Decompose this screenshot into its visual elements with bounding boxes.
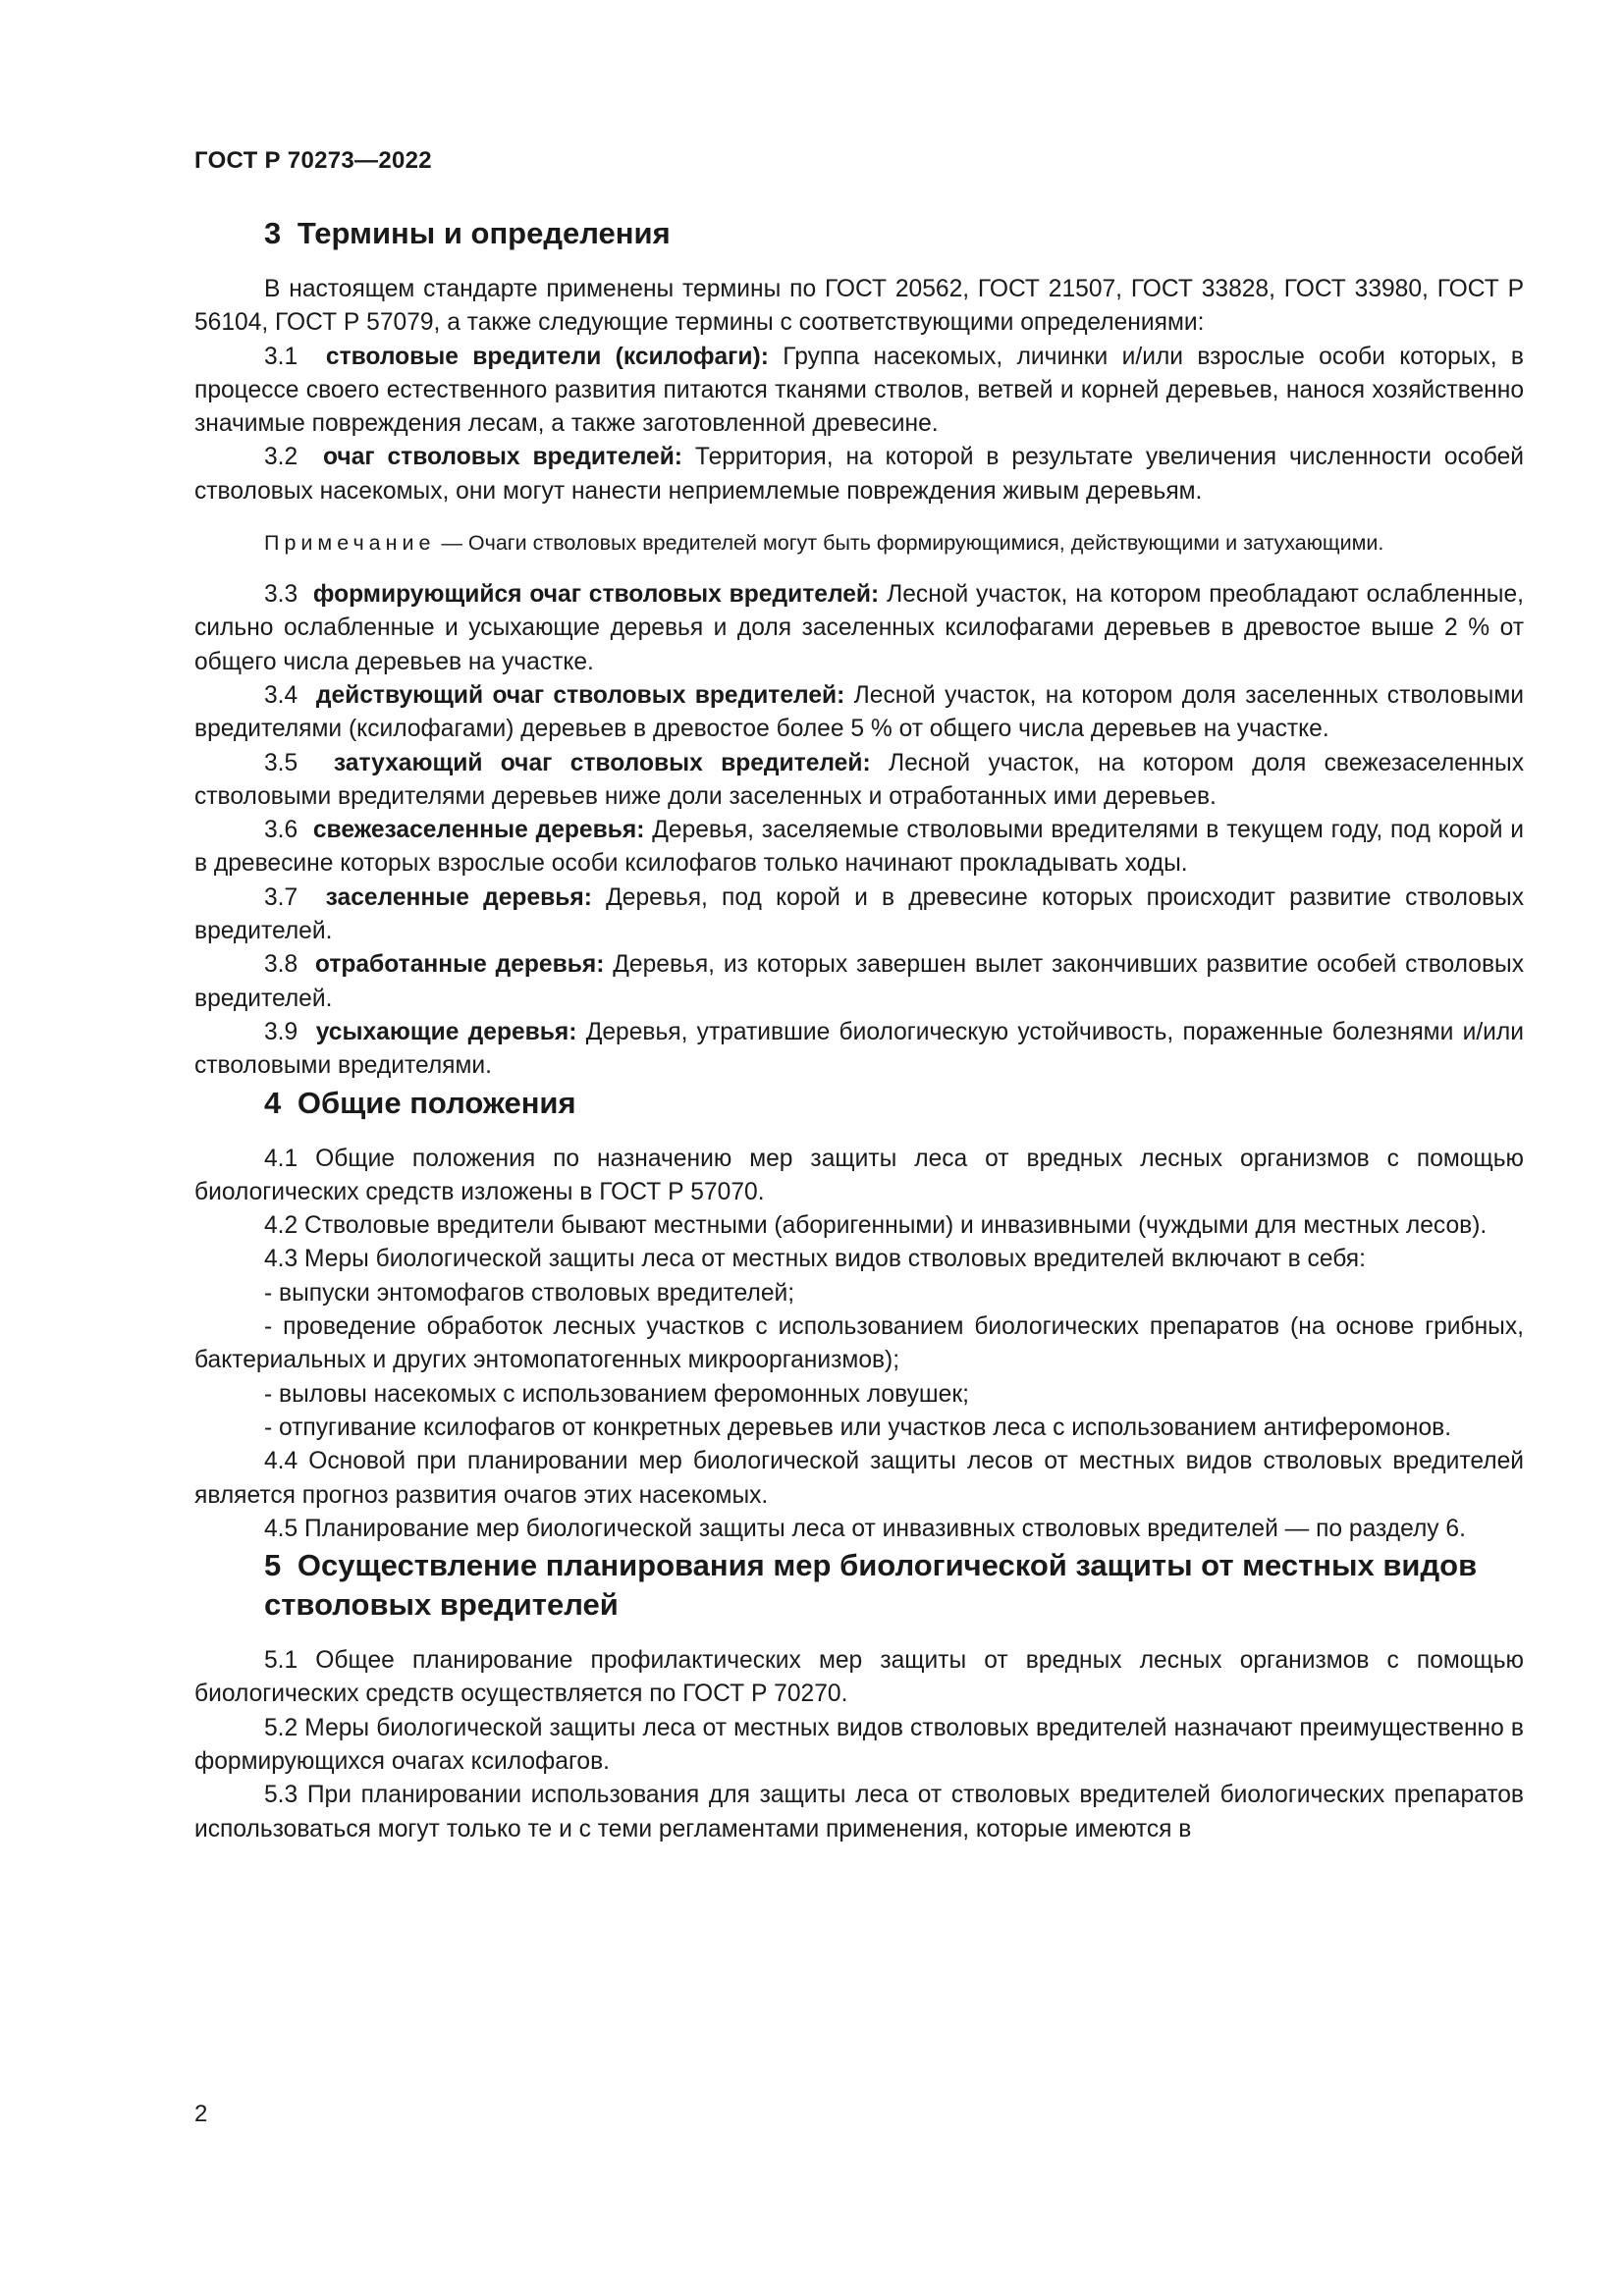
term-number: 3.7 — [264, 883, 298, 911]
term-3-4 — [194, 679, 1524, 747]
section-title: Осуществление планирования мер биологической защиты от местных видов стволовых вредителей — [264, 1548, 1478, 1623]
term-definition: Деревья, под корой и в древесине которых происходит развитие стволовых вредителей. — [194, 883, 1524, 945]
term-number: 3.4 — [264, 681, 298, 709]
term-name: затухающий очаг стволовых вредителей: — [333, 749, 871, 776]
term-number: 3.6 — [264, 817, 298, 844]
list-item: - выловы насекомых с использованием феромонных ловушек; — [264, 1380, 969, 1408]
term-name: действующий очаг стволовых вредителей: — [315, 681, 845, 709]
document-header: ГОСТ Р 70273—2022 — [194, 147, 432, 174]
term-number: 3.1 — [264, 343, 298, 370]
clause-5-3: 5.3 При планировании использования для защиты леса от стволовых вредителей биологических препаратов использоваться могут только те и с теми регламентами применения, которые имеются в — [194, 1782, 1524, 1842]
term-name: свежезаселенные деревья: — [312, 817, 645, 844]
section-4-heading — [194, 1084, 1524, 1123]
term-3-9 — [194, 1016, 1524, 1084]
term-definition: Лесной участок, на котором доля свежезаселенных стволовыми вредителями деревьев ниже доли заселенных и отработанных ими деревьев. — [194, 749, 1524, 810]
note-text: — Очаги стволовых вредителей могут быть формирующимися, действующими и затухающими. — [441, 531, 1384, 556]
term-3-5 — [194, 747, 1524, 815]
term-name: стволовые вредители (ксилофаги): — [325, 343, 769, 370]
clause-4-5: 4.5 Планирование мер биологической защиты леса от инвазивных стволовых вредителей — по разделу 6. — [264, 1515, 1466, 1542]
term-3-6 — [194, 814, 1524, 881]
note-label: Примечание — [264, 531, 436, 556]
list-item: - отпугивание ксилофагов от конкретных деревьев или участков леса с использованием антиферомонов. — [264, 1414, 1452, 1441]
section-number: 4 — [264, 1085, 282, 1120]
section-title: Термины и определения — [297, 216, 671, 250]
clause-4-3: 4.3 Меры биологической защиты леса от местных видов стволовых вредителей включают в себя: — [264, 1246, 1366, 1273]
term-number: 3.9 — [264, 1018, 298, 1045]
term-name: отработанные деревья: — [314, 951, 605, 979]
clause-4-2: 4.2 Стволовые вредители бывают местными (аборигенными) и инвазивными (чуждыми для местных лесов). — [264, 1212, 1488, 1240]
document-page — [194, 147, 1524, 1846]
clause-5-1: 5.1 Общее планирование профилактических мер защиты от вредных лесных организмов с помощью биологических средств осуществляется по ГОСТ Р 70270. — [194, 1647, 1524, 1708]
term-definition: Деревья, утратившие биологическую устойчивость, пораженные болезнями и/или стволовыми вредителями. — [194, 1018, 1524, 1080]
section-5-heading — [194, 1546, 1524, 1625]
term-name: очаг стволовых вредителей: — [323, 444, 683, 471]
term-3-1 — [194, 341, 1524, 442]
term-3-3 — [194, 578, 1524, 679]
list-item: - проведение обработок лесных участков с использованием биологических препаратов (на основе грибных, бактериальных и других энтомопатогенных микроорганизмов); — [194, 1313, 1524, 1374]
clause-4-4: 4.4 Основой при планировании мер биологической защиты лесов от местных видов стволовых вредителей является прогноз развития очагов этих насекомых. — [194, 1448, 1524, 1509]
term-number: 3.5 — [264, 749, 298, 776]
term-definition: Лесной участок, на котором доля заселенных стволовыми вредителями (ксилофагами) деревьев в древостое более 5 % от общего числа деревьев на участке. — [194, 681, 1524, 743]
section-number: 3 — [264, 216, 282, 250]
term-name: формирующийся очаг стволовых вредителей: — [312, 581, 880, 609]
section-title: Общие положения — [297, 1085, 576, 1120]
term-name: усыхающие деревья: — [315, 1018, 577, 1045]
term-3-2 — [194, 441, 1524, 508]
term-number: 3.3 — [264, 581, 298, 609]
page-number: 2 — [194, 2101, 208, 2127]
term-3-8 — [194, 948, 1524, 1016]
clause-4-1: 4.1 Общие положения по назначению мер защиты леса от вредных лесных организмов с помощью биологических средств изложены в ГОСТ Р 57070. — [194, 1145, 1524, 1205]
term-number: 3.8 — [264, 951, 298, 979]
section-3-heading — [194, 214, 1524, 253]
term-definition: Деревья, из которых завершен вылет закончивших развитие особей стволовых вредителей. — [194, 951, 1524, 1012]
term-3-7 — [194, 881, 1524, 949]
section-3-intro: В настоящем стандарте применены термины по ГОСТ 20562, ГОСТ 21507, ГОСТ 33828, ГОСТ 33980, ГОСТ Р 56104, ГОСТ Р 57079, а также следующие термины с соответствующими определениями: — [194, 276, 1524, 337]
section-number: 5 — [264, 1548, 282, 1583]
term-number: 3.2 — [264, 444, 298, 471]
term-definition: Деревья, заселяемые стволовыми вредителями в текущем году, под корой и в древесине которых взрослые особи ксилофагов только начинают прокладывать ходы. — [194, 817, 1524, 878]
clause-5-2: 5.2 Меры биологической защиты леса от местных видов стволовых вредителей назначают преимущественно в формирующихся очагах ксилофагов. — [194, 1714, 1524, 1775]
term-definition: Группа насекомых, личинки и/или взрослые особи которых, в процессе своего естественного развития питаются тканями стволов, ветвей и корней деревьев, нанося хозяйственно значимые повреждения лесам, а также заготовленной древесине. — [194, 343, 1524, 438]
term-definition: Лесной участок, на котором преобладают ослабленные, сильно ослабленные и усыхающие деревья и доля заселенных ксилофагами деревьев в древостое выше 2 % от общего числа деревьев на участке. — [194, 581, 1524, 675]
note — [194, 529, 1524, 557]
term-definition: Территория, на которой в результате увеличения численности особей стволовых насекомых, они могут нанести неприемлемые повреждения живым деревьям. — [194, 444, 1525, 505]
list-item: - выпуски энтомофагов стволовых вредителей; — [264, 1279, 795, 1307]
term-name: заселенные деревья: — [325, 883, 592, 911]
